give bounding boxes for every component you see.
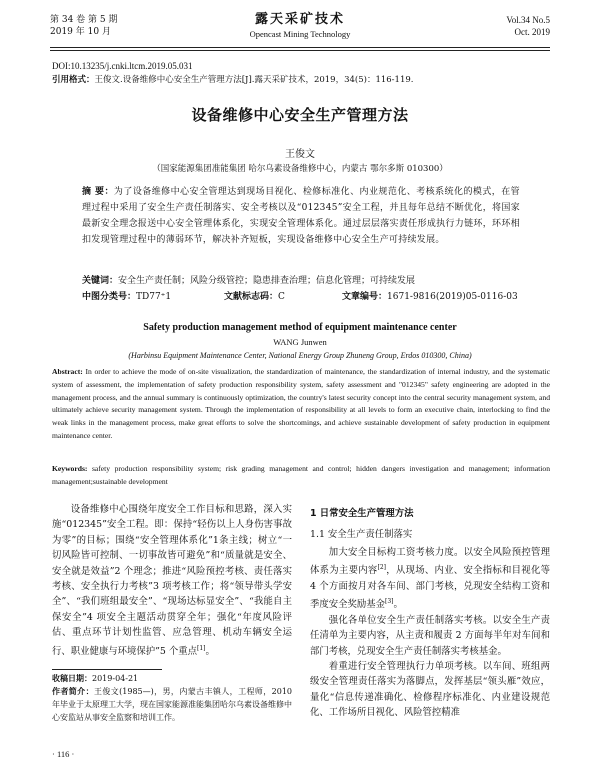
header-rule-thin: [50, 50, 550, 51]
english-keywords-text: safety production responsibility system; risk grading management and control; hidden dangers investigation and management; information management;sustainable development: [52, 464, 550, 486]
article-no-group: [342, 290, 518, 304]
article-no-label: 文章编号：: [342, 292, 388, 302]
article-no-value: 1671-9816(2019)05-0116-03: [387, 292, 518, 302]
clc-label: 中图分类号：: [82, 292, 137, 302]
paper-affiliation: （国家能源集团准能集团 哈尔乌素设备维修中心，内蒙古 鄂尔多斯 010300）: [152, 164, 448, 174]
right-p1-ref2: [3]: [385, 598, 394, 606]
section-heading-1: 1 日常安全生产管理方法: [310, 508, 414, 519]
abstract-text: 为了设备维修中心安全管理达到现场目视化、检修标准化、内业规范化、考核系统化的模式，在管理过程中采用了安全生产责任制落实、安全考核以及“012345”安全工程，并且每年总结不断优化，将国家最新安全理念报送中心安全管理体系化，实现安全管理体系化。通过层层落实责任形成执行力链环，环环相扣发现管理过程中的薄弱环节，解决补齐短板，实现设备维修中心安全生产可持续发展。: [82, 187, 520, 245]
header-center: [50, 12, 550, 40]
intro-text: 设备维修中心围绕年度安全工作目标和思路，深入实施“012345”安全工程。即：保持“轻伤以上人身伤害事故为零”的目标；围绕“安全管理体系化”1条主线；树立“一切风险皆可控制、一切事故皆可避免”和“质量就是安全、安全就是效益”2 个理念；推进“风险预控考核、责任落实考核、安全执行力考核”3 项考核工作；将“领导带头学安全”、“我们班组最安全”、“现场达标显安全”、“我能自主保安全”4 项安全主题活动贯穿全年；强化“年度风险评估、重点环节计划性监管、应急管理、机动车辆安全运行、职业健康与环境保护”5 个重点: [52, 504, 292, 657]
english-affiliation: (Harbinsu Equipment Maintenance Center, National Energy Group Zhuneng Group, Erdos 010300, China): [128, 351, 472, 360]
right-p1-end: ，从现场、内业、安全指标和目视化等 4 个方面按月对各车间、部门考核，兑现安全结构工资和季度安全奖励基金: [310, 565, 550, 611]
page-number: · 116 ·: [52, 749, 75, 759]
intro-end: 。: [205, 645, 215, 657]
received-line: [52, 672, 292, 685]
received-label: 收稿日期：: [52, 674, 92, 683]
clc-value: TD77⁺1: [136, 292, 172, 302]
right-paragraph-2: 强化各单位安全生产责任制落实考核。以安全生产责任清单为主要内容，从主责和履责 2 方面每半年对车间和部门考核，兑现安全生产责任制落实考核基金。: [310, 614, 550, 657]
author-bio: [52, 685, 292, 724]
volume-en: Vol.34 No.5: [506, 15, 550, 25]
keywords-cn: [82, 274, 520, 288]
right-paragraph-1: [310, 545, 550, 613]
doc-code-value: C: [278, 292, 285, 302]
author-bio-label: 作者简介：: [52, 687, 94, 696]
doc-code-label: 文献标志码：: [224, 292, 279, 302]
english-keywords-label: Keywords:: [52, 464, 88, 473]
section-heading-1-1: 1.1 安全生产责任制落实: [310, 529, 413, 541]
citation-label: 引用格式：: [52, 75, 95, 85]
citation: [52, 74, 413, 86]
english-abstract-text: In order to achieve the mode of on-site visualization, the standardization of maintenance, the standardization of internal industry, and the systematic system of assessment, the implementation of safety production responsibility system, safety assessment and "012345" safety engineering are adopted in the management process, and the annual summary is continuously optimization, the country's latest security concept into the central security management system, and ultimately achieve security management system. Through the implementation of responsibility at all levels to form an executive chain, interlocking to find the weak links in the management process, make great efforts to solve the shortcomings, and achieve sustainable development of safety production in equipment maintenance center.: [52, 367, 550, 440]
journal-name-cn: 露天采矿技术: [254, 12, 345, 27]
paper-title: 设备维修中心安全生产管理方法: [191, 106, 409, 124]
footnote: [52, 672, 292, 724]
right-p1-end2: 。: [393, 599, 403, 611]
date-cn: 2019 年 10 月: [50, 27, 111, 37]
abstract-cn: [82, 184, 520, 248]
right-p1-ref: [2]: [377, 564, 387, 572]
date-en: Oct. 2019: [514, 27, 550, 37]
english-title: Safety production management method of equipment maintenance center: [143, 322, 457, 333]
doc-code-group: [224, 290, 285, 304]
keywords-label: 关键词：: [82, 276, 119, 286]
doi: DOI:10.13235/j.cnki.ltcm.2019.05.031: [52, 61, 193, 71]
right-paragraph-3: 着重进行安全管理执行力单项考核。以车间、班组两级安全管理责任落实为落脚点，发挥基层“领头雁”效应，量化“信息传递准确化、检修程序标准化、内业建设规范化、工作场所目视化、风险管控精准: [310, 660, 550, 719]
footnote-rule: [52, 669, 162, 670]
author-bio-text: 王俊文(1985—)，男，内蒙古丰镇人，工程师，2010 年毕业于太原理工大学，现在国家能源准能集团哈尔乌素设备维修中心安监站从事安全监察和培训工作。: [52, 687, 292, 722]
english-abstract-label: Abstract:: [52, 367, 83, 376]
body-right-column: [310, 506, 550, 721]
clc-group: [82, 290, 172, 304]
english-abstract: [52, 366, 550, 443]
citation-text: 王俊文.设备维修中心安全生产管理方法[J].露天采矿技术，2019，34(5)：116-119.: [94, 75, 414, 85]
header-rule: [50, 47, 550, 48]
english-keywords: [52, 463, 550, 489]
volume-cn: 第 34 卷 第 5 期: [50, 15, 118, 25]
right-p1-text: 加大安全目标构工资考核力度。以安全风险预控管理体系为主要内容: [310, 546, 550, 577]
journal-header: [50, 10, 550, 44]
intro-ref: [1]: [197, 644, 206, 652]
keywords-text: 安全生产责任制；风险分级管控；隐患排查治理；信息化管理；可持续发展: [118, 276, 416, 286]
received-date: 2019-04-21: [92, 674, 139, 683]
journal-name-en: Opencast Mining Technology: [249, 29, 351, 39]
header-right: [506, 14, 550, 38]
intro-paragraph: [52, 502, 292, 659]
paper-author: 王俊文: [285, 149, 315, 160]
english-author: WANG Junwen: [273, 337, 327, 347]
abstract-label: 摘 要：: [82, 187, 114, 197]
body-left-column: [52, 502, 292, 659]
